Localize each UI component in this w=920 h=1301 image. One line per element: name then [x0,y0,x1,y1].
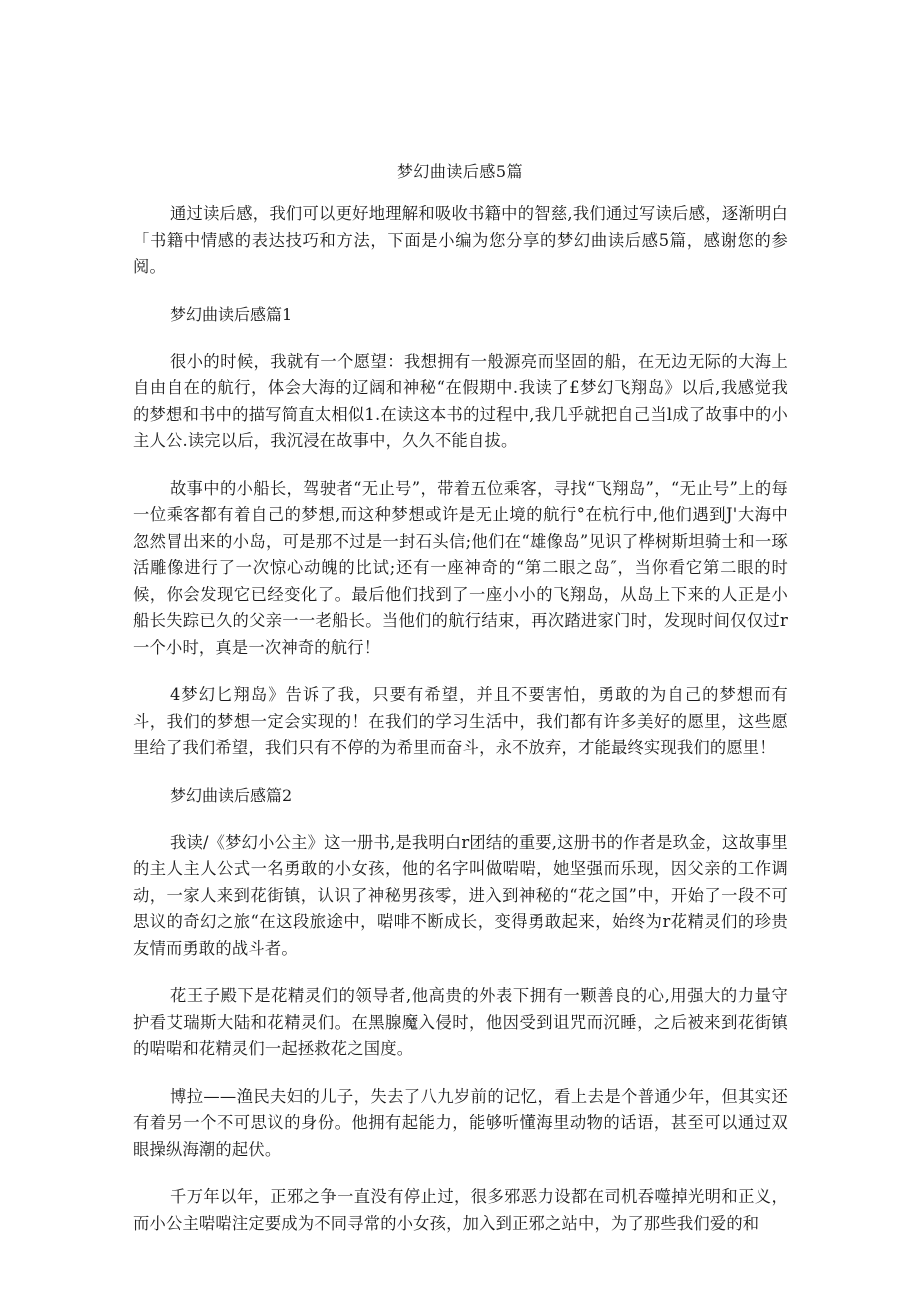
section-heading-1: 梦幻曲读后感篇1 [170,304,293,324]
document-body [133,201,788,1258]
section-heading-2: 梦幻曲读后感篇2 [170,785,293,805]
paragraph: 很小的时候，我就有一个愿望：我想拥有一般源亮而坚固的船，在无边无际的大海上自由自在的航行，体会大海的辽阔和神秘“在假期中.我读了£梦幻飞翔岛》以后,我感觉我的梦想和书中的描写简直太相似1.在读这本书的过程中,我几乎就把自己当l成了故事中的小主人公.读完以后，我沉浸在故事中，久久不能自拔。 [133,351,788,450]
paragraph: 千万年以年，正邪之争一直没有停止过，很多邪恶力设都在司机吞噬掉光明和正义，而小公主啱啱注定要成为不同寻常的小女孩，加入到正邪之站中，为了那些我们爱的和 [133,1187,788,1233]
paragraph: 我读/《梦幻小公主》这一册书,是我明白r团结的重要,这册书的作者是玖金，这故事里的主人主人公式一名勇敢的小女孩，他的名字叫做啱啱，她坚强而乐现，因父亲的工作调动，一家人来到花街镇，认识了神秘男孩零，进入到神秘的“花之国”中，开始了一段不可思议的奇幻之旅“在这段旅途中，啱啡不断成长，变得勇敢起来，始终为r花精灵们的珍贵友情而勇敢的战斗者。 [133,832,788,958]
paragraph: 花王子殿下是花精灵们的领导者,他高贵的外表下拥有一颗善良的心,用强大的力量守护看艾瑞斯大陆和花精灵们。在黑腺魔入侵时，他因受到诅咒而沉睡，之后被来到花街镇的啱啱和花精灵们一起拯救花之国度。 [133,986,788,1058]
paragraph: 4梦幻匕翔岛》告诉了我，只要有希望，并且不要害怕，勇敢的为自己的梦想而有斗，我们的梦想一定会实现的！在我们的学习生活中，我们都有许多美好的愿里，这些愿里给了我们希望，我们只有不停的为希里而奋斗，永不放弃，才能最终实现我们的愿里！ [133,685,788,757]
paragraph: 故事中的小船长，驾驶者“无止号”，带着五位乘客，寻找“飞翔岛”，“无止号”上的每一位乘客都有着自己的梦想,而这种梦想或许是无止境的航行°在杭行中,他们遇到J'大海中忽然冒出来的小岛，可是那不过是一封石头信;他们在“雄像岛”见识了桦树斯坦骑士和一琢活雕像进行了一次惊心动魄的比试;还有一座神奇的“第二眼之岛″，当你看它第二眼的时候，你会发现它已经变化了。最后他们找到了一座小小的飞翔岛，从岛上下来的人正是小船长失踪已久的父亲一一老船长。当他们的航行结束，再次踏进家门时，发现时间仅仅过r一个小时，真是一次神奇的航行！ [133,478,788,657]
document-title: 梦幻曲读后感5篇 [396,162,524,181]
paragraph: 博拉——渔民夫妇的儿子，失去了八九岁前的记忆，看上去是个普通少年，但其实还有着另一个不可思议的身份。他拥有起能力，能够听懂海里动物的话语，甚至可以通过双眼操纵海潮的起伏。 [133,1086,788,1159]
intro-paragraph: 通过读后感，我们可以更好地理解和吸收书籍中的智慈,我们通过写读后感，逐渐明白「书籍中情感的表达技巧和方法，下面是小编为您分享的梦幻曲读后感5篇，感谢您的参阅。 [133,204,788,276]
